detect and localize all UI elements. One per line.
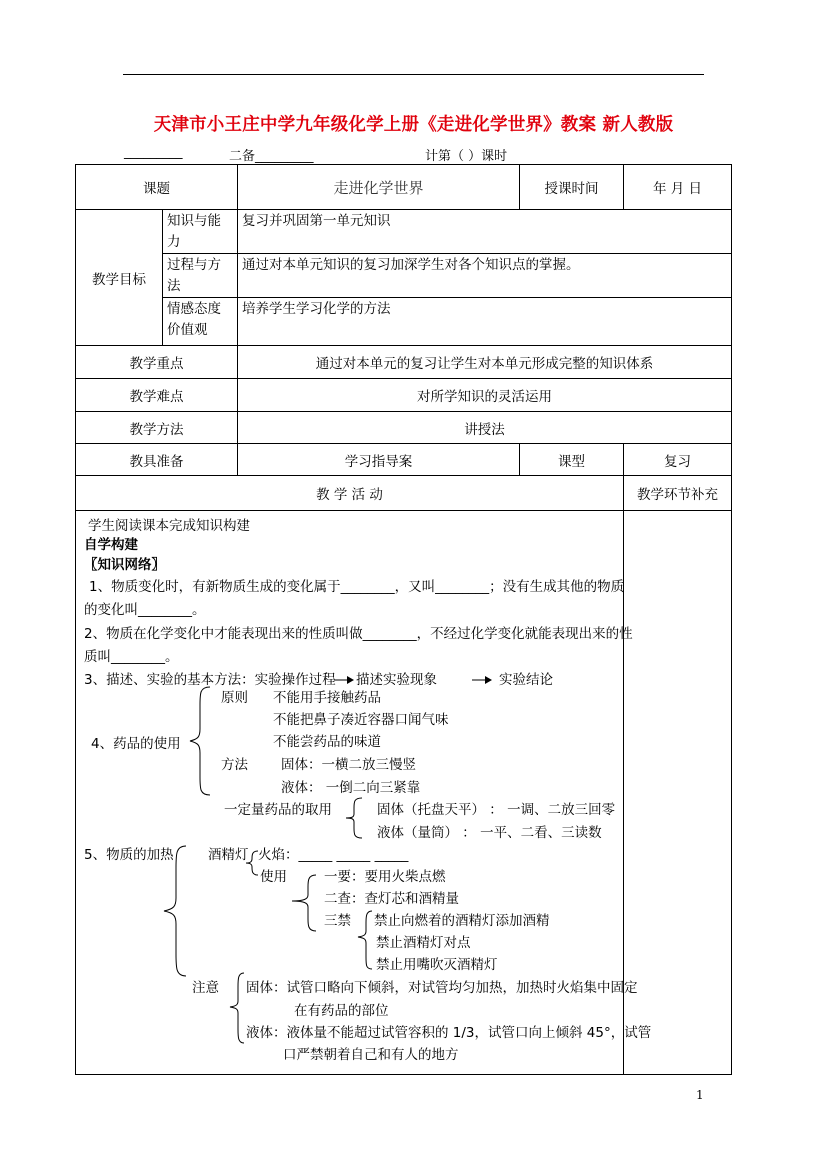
goal-name: 知识与能力 (163, 210, 238, 254)
lesson-plan-table (75, 164, 732, 1075)
lamp-label: 酒精灯 (208, 847, 249, 863)
intro-text: 学生阅读课本完成知识构建 (88, 518, 250, 534)
lesson-count-field: 计第（ ）课时 (425, 149, 508, 164)
item-1-line-1: 1、物质变化时，有新物质生成的变化属于________，又叫________；没有生成其他的物质 (89, 579, 625, 595)
activity-header: 教 学 活 动 (76, 476, 624, 511)
type-label: 课型 (520, 444, 624, 476)
goal-text: 复习并巩固第一单元知识 (238, 210, 732, 254)
method-row (76, 412, 732, 444)
note-liquid-1: 液体：液体量不能超过试管容积的 1/3，试管口向上倾斜 45°，试管 (246, 1025, 652, 1041)
brace-icon (342, 796, 364, 840)
note-solid-2: 在有药品的部位 (294, 1003, 389, 1019)
principle-2: 不能把鼻子凑近容器口闻气味 (273, 712, 449, 728)
header-rule (123, 74, 704, 75)
note-label: 注意 (192, 980, 219, 996)
arrow-right-icon (472, 675, 492, 685)
self-study-heading: 自学构建 (84, 537, 138, 553)
goal-name: 过程与方法 (163, 254, 238, 298)
use-label: 使用 (260, 869, 287, 885)
principle-3: 不能尝药品的味道 (273, 734, 381, 750)
goal-text: 培养学生学习化学的方法 (238, 298, 732, 346)
difficulty-value: 对所学知识的灵活运用 (238, 379, 732, 412)
goal-row (76, 254, 732, 298)
goal-name: 情感态度价值观 (163, 298, 238, 346)
item-1-line-2: 的变化叫________。 (84, 602, 206, 618)
method-value: 讲授法 (238, 412, 732, 444)
method-solid: 固体：一横二放三慢竖 (281, 757, 416, 773)
goal-row (76, 298, 732, 346)
quantity-solid: 固体（托盘天平） ： 一调、二放三回零 (377, 802, 616, 818)
brace-icon (354, 909, 374, 971)
second-prep-field: 二备_________ (229, 149, 314, 164)
arrow-right-icon (334, 675, 354, 685)
method-liquid: 液体： 一倒二向三紧靠 (281, 780, 421, 796)
tools-row (76, 444, 732, 476)
goals-label: 教学目标 (76, 210, 163, 346)
supplement-cell (624, 511, 732, 1075)
page-number: 1 (696, 1088, 704, 1102)
brace-icon (186, 685, 212, 797)
item-3-step-2: 描述实验现象 (356, 672, 437, 688)
knowledge-network (76, 511, 652, 1074)
use-2: 二查：查灯芯和酒精量 (324, 891, 459, 907)
use-3b: 禁止酒精灯对点 (376, 935, 471, 951)
network-heading: 〖知识网络〗 (84, 557, 165, 573)
activity-row (76, 511, 732, 1075)
focus-label: 教学重点 (76, 346, 238, 379)
goal-text: 通过对本单元知识的复习加深学生对各个知识点的掌握。 (238, 254, 732, 298)
item-2-line-2: 质叫________。 (84, 649, 179, 665)
flame-label: 火焰：_____ _____ _____ (258, 847, 409, 863)
quantity-label: 一定量药品的取用 (224, 802, 332, 818)
goal-row (76, 210, 732, 254)
topic-label: 课题 (76, 165, 238, 210)
use-3-label: 三禁 (324, 913, 351, 929)
note-liquid-2: 口严禁朝着自己和有人的地方 (283, 1047, 459, 1063)
use-1: 一要：要用火柴点燃 (324, 869, 446, 885)
principle-1: 不能用手接触药品 (273, 690, 381, 706)
item-5-label: 5、物质的加热 (84, 847, 174, 863)
focus-value: 通过对本单元的复习让学生对本单元形成完整的知识体系 (238, 346, 732, 379)
brace-icon (242, 849, 260, 877)
item-3-label: 3、描述、实验的基本方法：实验操作过程 (84, 672, 336, 688)
item-3-step-3: 实验结论 (499, 672, 553, 688)
principle-label: 原则 (221, 690, 248, 706)
difficulty-row (76, 379, 732, 412)
activity-header-row (76, 476, 732, 511)
topic-row (76, 165, 732, 210)
activity-cell (76, 511, 652, 1075)
use-3c: 禁止用嘴吹灭酒精灯 (376, 957, 498, 973)
blank-field: _________ (124, 145, 183, 160)
method-label: 教学方法 (76, 412, 238, 444)
method-label: 方法 (221, 757, 248, 773)
difficulty-label: 教学难点 (76, 379, 238, 412)
quantity-liquid: 液体（量筒） ： 一平、二看、三读数 (377, 825, 602, 841)
time-label: 授课时间 (520, 165, 624, 210)
supplement-header: 教学环节补充 (624, 476, 732, 511)
note-solid-1: 固体：试管口略向下倾斜，对试管均匀加热，加热时火焰集中固定 (246, 980, 638, 996)
brace-icon (288, 873, 320, 933)
tools-value: 学习指导案 (238, 444, 520, 476)
item-4-label: 4、药品的使用 (91, 736, 181, 752)
topic-value: 走进化学世界 (238, 165, 520, 210)
time-value: 年 月 日 (624, 165, 732, 210)
focus-row (76, 346, 732, 379)
item-2-line-1: 2、物质在化学变化中才能表现出来的性质叫做________，不经过化学变化就能表现出来的性 (84, 626, 633, 642)
use-3a: 禁止向燃着的酒精灯添加酒精 (374, 913, 550, 929)
document-title: 天津市小王庄中学九年级化学上册《走进化学世界》教案 新人教版 (153, 115, 674, 135)
brace-icon (226, 971, 246, 1045)
tools-label: 教具准备 (76, 444, 238, 476)
type-value: 复习 (624, 444, 732, 476)
brace-icon (160, 844, 188, 978)
